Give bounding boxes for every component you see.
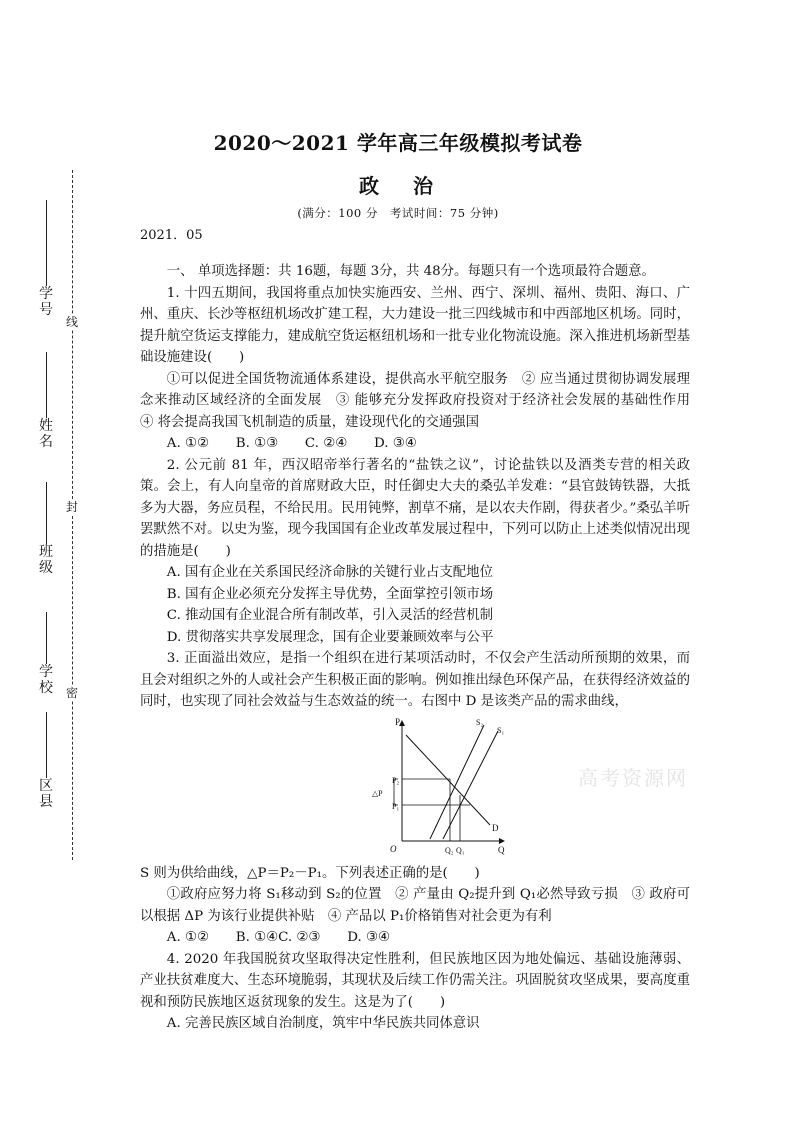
school-blank[interactable] [46,612,47,664]
q3-after-graph: S 则为供给曲线，△P＝P₂－P₁。下列表述正确的是( ) [140,865,480,881]
label-d: D [492,822,499,833]
label-q-axis: Q [498,844,505,855]
binding-dashed-line [72,170,73,860]
q1-choices: A. ①② B. ①③ C. ②④ D. ③④ [166,436,417,451]
supply-curve-s1 [443,731,498,839]
name-blank[interactable] [46,352,47,418]
q3-choices: A. ①② B. ①④C. ②③ D. ③④ [166,930,390,945]
class-field[interactable] [36,482,56,576]
label-q2: Q₂ [445,845,454,855]
label-origin: O [390,843,397,854]
label-p1: P₁ [392,801,400,811]
label-p-axis: P [395,716,401,727]
q4-stem: 4. 2020 年我国脱贫攻坚取得决定性胜利，但民族地区因为地处偏远、基础设施薄弱、产业扶贫难度大、生态环境脆弱，其现状及后续工作仍需关注。巩固脱贫攻坚成果，要高度重视和预防民族地区返贫现象的发生。这是为了( ) [140,951,690,1010]
exam-title: 2020～2021 学年高三年级模拟考试卷 [213,131,583,155]
label-s2: S₂ [476,717,484,727]
name-field[interactable] [36,352,56,450]
demand-curve-d [406,735,490,825]
q4-option-a: A. 完善民族区域自治制度，筑牢中华民族共同体意识 [166,1016,480,1031]
supply-demand-svg [360,713,510,863]
student-id-blank[interactable] [46,200,47,286]
exam-meta: (满分：100 分 考试时间：75 分钟) [297,206,499,220]
binding-margin [0,0,110,1123]
q1-stem: 1. 十四五期间，我国将重点加快实施西安、兰州、西宁、深圳、福州、贵阳、海口、广州、重庆、长沙等枢纽机场改扩建工程，大力建设一批三四线城市和中西部地区机场。同时，提升航空货运支撑能力，建成航空货运枢纽机场和一批专业化物流设施。深入推进机场新型基础设施建设( ) [140,285,690,365]
district-field[interactable] [36,712,56,810]
seal-char-line: 线 [65,315,78,329]
label-p2: P₂ [392,775,400,785]
class-label: 班级 [39,544,53,576]
q2-option-b: B. 国有企业必须充分发挥主导优势，全面掌控引领市场 [166,586,494,602]
q1-statements: ①可以促进全国货物流通体系建设，提供高水平航空服务 ② 应当通过贯彻协调发展理念来推动区域经济的全面发展 ③ 能够充分发挥政府投资对于经济社会发展的基础性作用 ④ 将会提高我国飞机制造的质量，建设现代化的交通强国 [140,371,704,430]
q3-statements: ①政府应努力将 S₁移动到 S₂的位置 ② 产量由 Q₂提升到 Q₁必然导致亏损 ③ 政府可以根据 ΔP 为该行业提供补贴 ④ 产品以 P₁价格销售对社会更为有利 [140,887,690,924]
school-field[interactable] [36,612,56,696]
q2-option-a: A. 国有企业在关系国民经济命脉的关键行业占支配地位 [166,565,493,580]
student-id-field[interactable] [36,200,56,318]
school-label: 学校 [39,664,53,696]
class-blank[interactable] [46,482,47,544]
label-s1: S₁ [497,725,505,735]
district-label: 区县 [39,778,53,810]
watermark: 高考资源网 [578,765,688,790]
name-label: 姓名 [39,418,53,450]
label-q1: Q₁ [456,845,465,855]
label-delta-p: △P [372,788,383,798]
q3-stem: 3. 正面溢出效应，是指一个组织在进行某项活动时，不仅会产生活动所预期的效果，而且会对组织之外的人或社会产生积极正面的影响。例如推出绿色环保产品，在获得经济效益的同时，也实现了同社会效益与生态效益的统一。右图中 D 是该类产品的需求曲线， [140,651,690,709]
section-heading: 一、 单项选择题：共 16题，每题 3分，共 48分。每题只有一个选项最符合题意。 [166,264,655,279]
q2-option-c: C. 推动国有企业混合所有制改革，引入灵活的经营机制 [166,608,494,623]
subject-title: 政治 [359,174,467,198]
questions-body [140,261,704,1035]
exam-date: 2021．05 [140,228,203,243]
district-blank[interactable] [46,712,47,778]
q2-option-d: D. 贯彻落实共享发展理念，国有企业要兼顾效率与公平 [166,629,494,645]
seal-char-seal: 封 [65,500,78,514]
supply-demand-graph [140,713,690,863]
seal-char-secret: 密 [65,686,78,700]
q2-stem: 2. 公元前 81 年，西汉昭帝举行著名的“盐铁之议”，讨论盐铁以及酒类专营的相关政策。会上，有人向皇帝的首席财政大臣，时任御史大夫的桑弘羊发难：“县官鼓铸铁器，大抵多为大器，务应员程，不给民用。民用钝弊，割草不痛，是以农夫作剧，得获者少。”桑弘羊听罢默然不对。以史为鉴，现今我国国有企业改革发展过程中，下列可以防止上述类似情况出现的措施是( ) [140,457,690,559]
student-id-label: 学号 [39,286,53,318]
supply-curve-s2 [430,725,484,839]
